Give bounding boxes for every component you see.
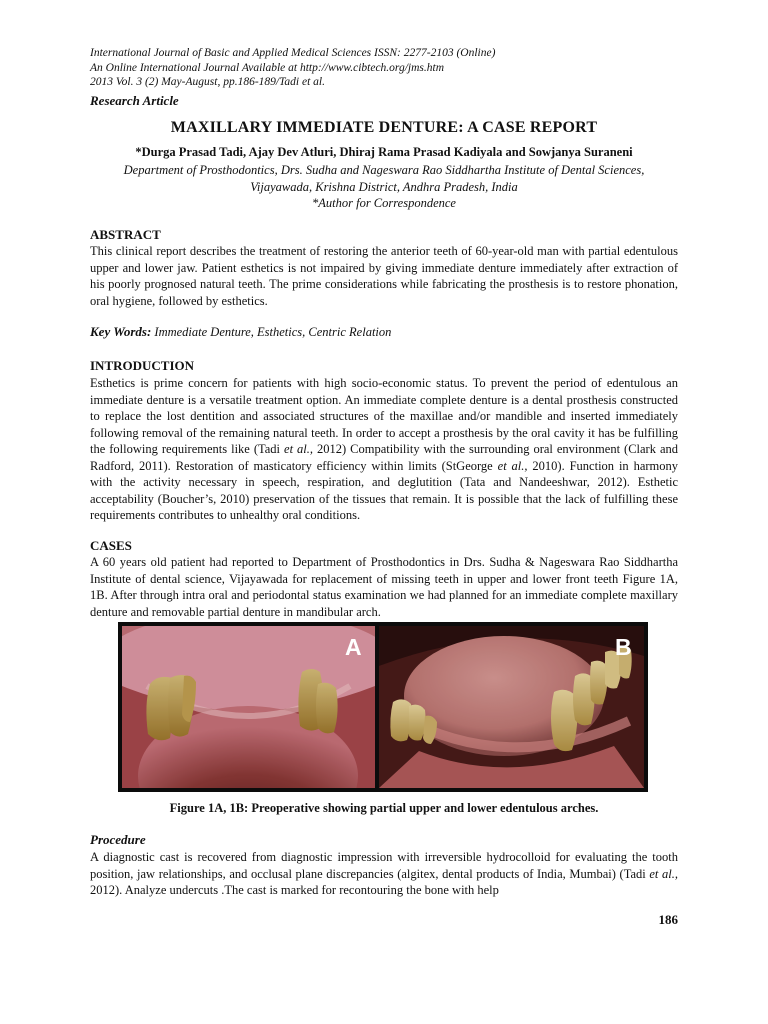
paper-title: MAXILLARY IMMEDIATE DENTURE: A CASE REPORT	[170, 119, 598, 136]
photo-1a-upper-arch	[122, 626, 375, 788]
abstract-text: This clinical report describes the treatment of restoring the anterior teeth of 60-year-old man with partial edentulous upper and lower jaw. Patient esthetics is not impaired by giving immediate denture immediately after extraction of his poorly prognosed natural teeth. The prime considerations while fabricating the prosthesis is to restore phonation, oral hygiene, followed by esthetics.	[90, 244, 678, 308]
cases-text: A 60 years old patient had reported to Department of Prosthodontics in Drs. Sudha & Nageswara Rao Siddhartha Institute of dental science, Vijayawada for replacement of missing teeth in upper and lower front teeth Figure 1A, 1B. After through intra oral and periodontal status examination we had planned for an immediate complete maxillary denture and removable partial denture in mandibular arch.	[90, 555, 678, 619]
introduction-text	[90, 375, 678, 524]
journal-header-line2: An Online International Journal Available at http://www.cibtech.org/jms.htm	[90, 61, 445, 74]
procedure-heading: Procedure	[90, 832, 146, 847]
intro-etal-2: et al.,	[497, 458, 528, 473]
photo-1b-lower-arch	[379, 626, 644, 788]
keywords-text: Immediate Denture, Esthetics, Centric Relation	[154, 325, 392, 339]
introduction-heading: INTRODUCTION	[90, 358, 195, 373]
cases-heading: CASES	[90, 538, 132, 553]
abstract-heading: ABSTRACT	[90, 227, 161, 242]
figure-caption: Figure 1A, 1B: Preoperative showing partial upper and lower edentulous arches.	[169, 801, 599, 815]
affiliation-line2: Vijayawada, Krishna District, Andhra Pradesh, India	[250, 179, 518, 194]
journal-header-line3: 2013 Vol. 3 (2) May-August, pp.186-189/Tadi et al.	[90, 76, 325, 88]
author-list: *Durga Prasad Tadi, Ajay Dev Atluri, Dhiraj Rama Prasad Kadiyala and Sowjanya Suraneni	[135, 145, 633, 159]
intro-text-part2: 2012) Compatibility with the surrounding oral environment (Clark and Radford, 2011). Restoration of masticatory efficiency within limits (StGeorge	[90, 442, 678, 473]
procedure-text-part1: A diagnostic cast is recovered from diagnostic impression with irreversible hydrocolloid for evaluating the tooth position, jaw relationships, and occlusal plane discrepancies (algitex, dental products of India, Mumbai) (Tadi	[90, 850, 678, 881]
correspondence-note: *Author for Correspondence	[312, 196, 456, 210]
procedure-text-part2: 2012). Analyze undercuts .The cast is marked for recontouring the bone with help	[90, 883, 499, 897]
keywords	[90, 324, 391, 340]
procedure-etal: et al.,	[649, 866, 678, 881]
article-type: Research Article	[90, 93, 179, 108]
keywords-label: Key Words:	[90, 324, 152, 339]
upper-arch-photo-graphic	[122, 626, 375, 788]
lower-arch-photo-graphic	[379, 626, 644, 788]
panel-a-label: A	[345, 634, 362, 660]
intro-text-part1: Esthetics is prime concern for patients with high socio-economic status. To prevent the period of edentulous an immediate denture is a versatile treatment option. An immediate complete denture is a dental prosthesis constructed to replace the lost dentition and associated structures of the maxillae and/or mandible and inserted immediately following removal of the remaining natural teeth. In order to accept a prosthesis by the oral cavity it has be fulfilling the following requirements like (Tadi	[90, 376, 678, 456]
intro-text-part3: 2010). Function in harmony with the activity necessary in speech, respiration, and deglutition (Tata and Nandeeshwar, 2012). Esthetic acceptability (Boucher’s, 2010) preservation of the tissues that remain. It is possible that the lack of fulfilling these requirements contributes to unhealthy oral conditions.	[90, 458, 679, 522]
page-number: 186	[658, 912, 678, 927]
intro-etal-1: et al.,	[284, 442, 313, 456]
figure-1	[118, 622, 648, 792]
panel-b-label: B	[615, 634, 632, 660]
journal-header	[90, 46, 690, 90]
affiliation-line1: Department of Prosthodontics, Drs. Sudha and Nageswara Rao Siddhartha Institute of Dental Sciences,	[123, 163, 645, 177]
procedure-text	[90, 849, 678, 899]
affiliation	[90, 162, 678, 212]
journal-header-line1: International Journal of Basic and Applied Medical Sciences ISSN: 2277-2103 (Online)	[90, 47, 496, 59]
